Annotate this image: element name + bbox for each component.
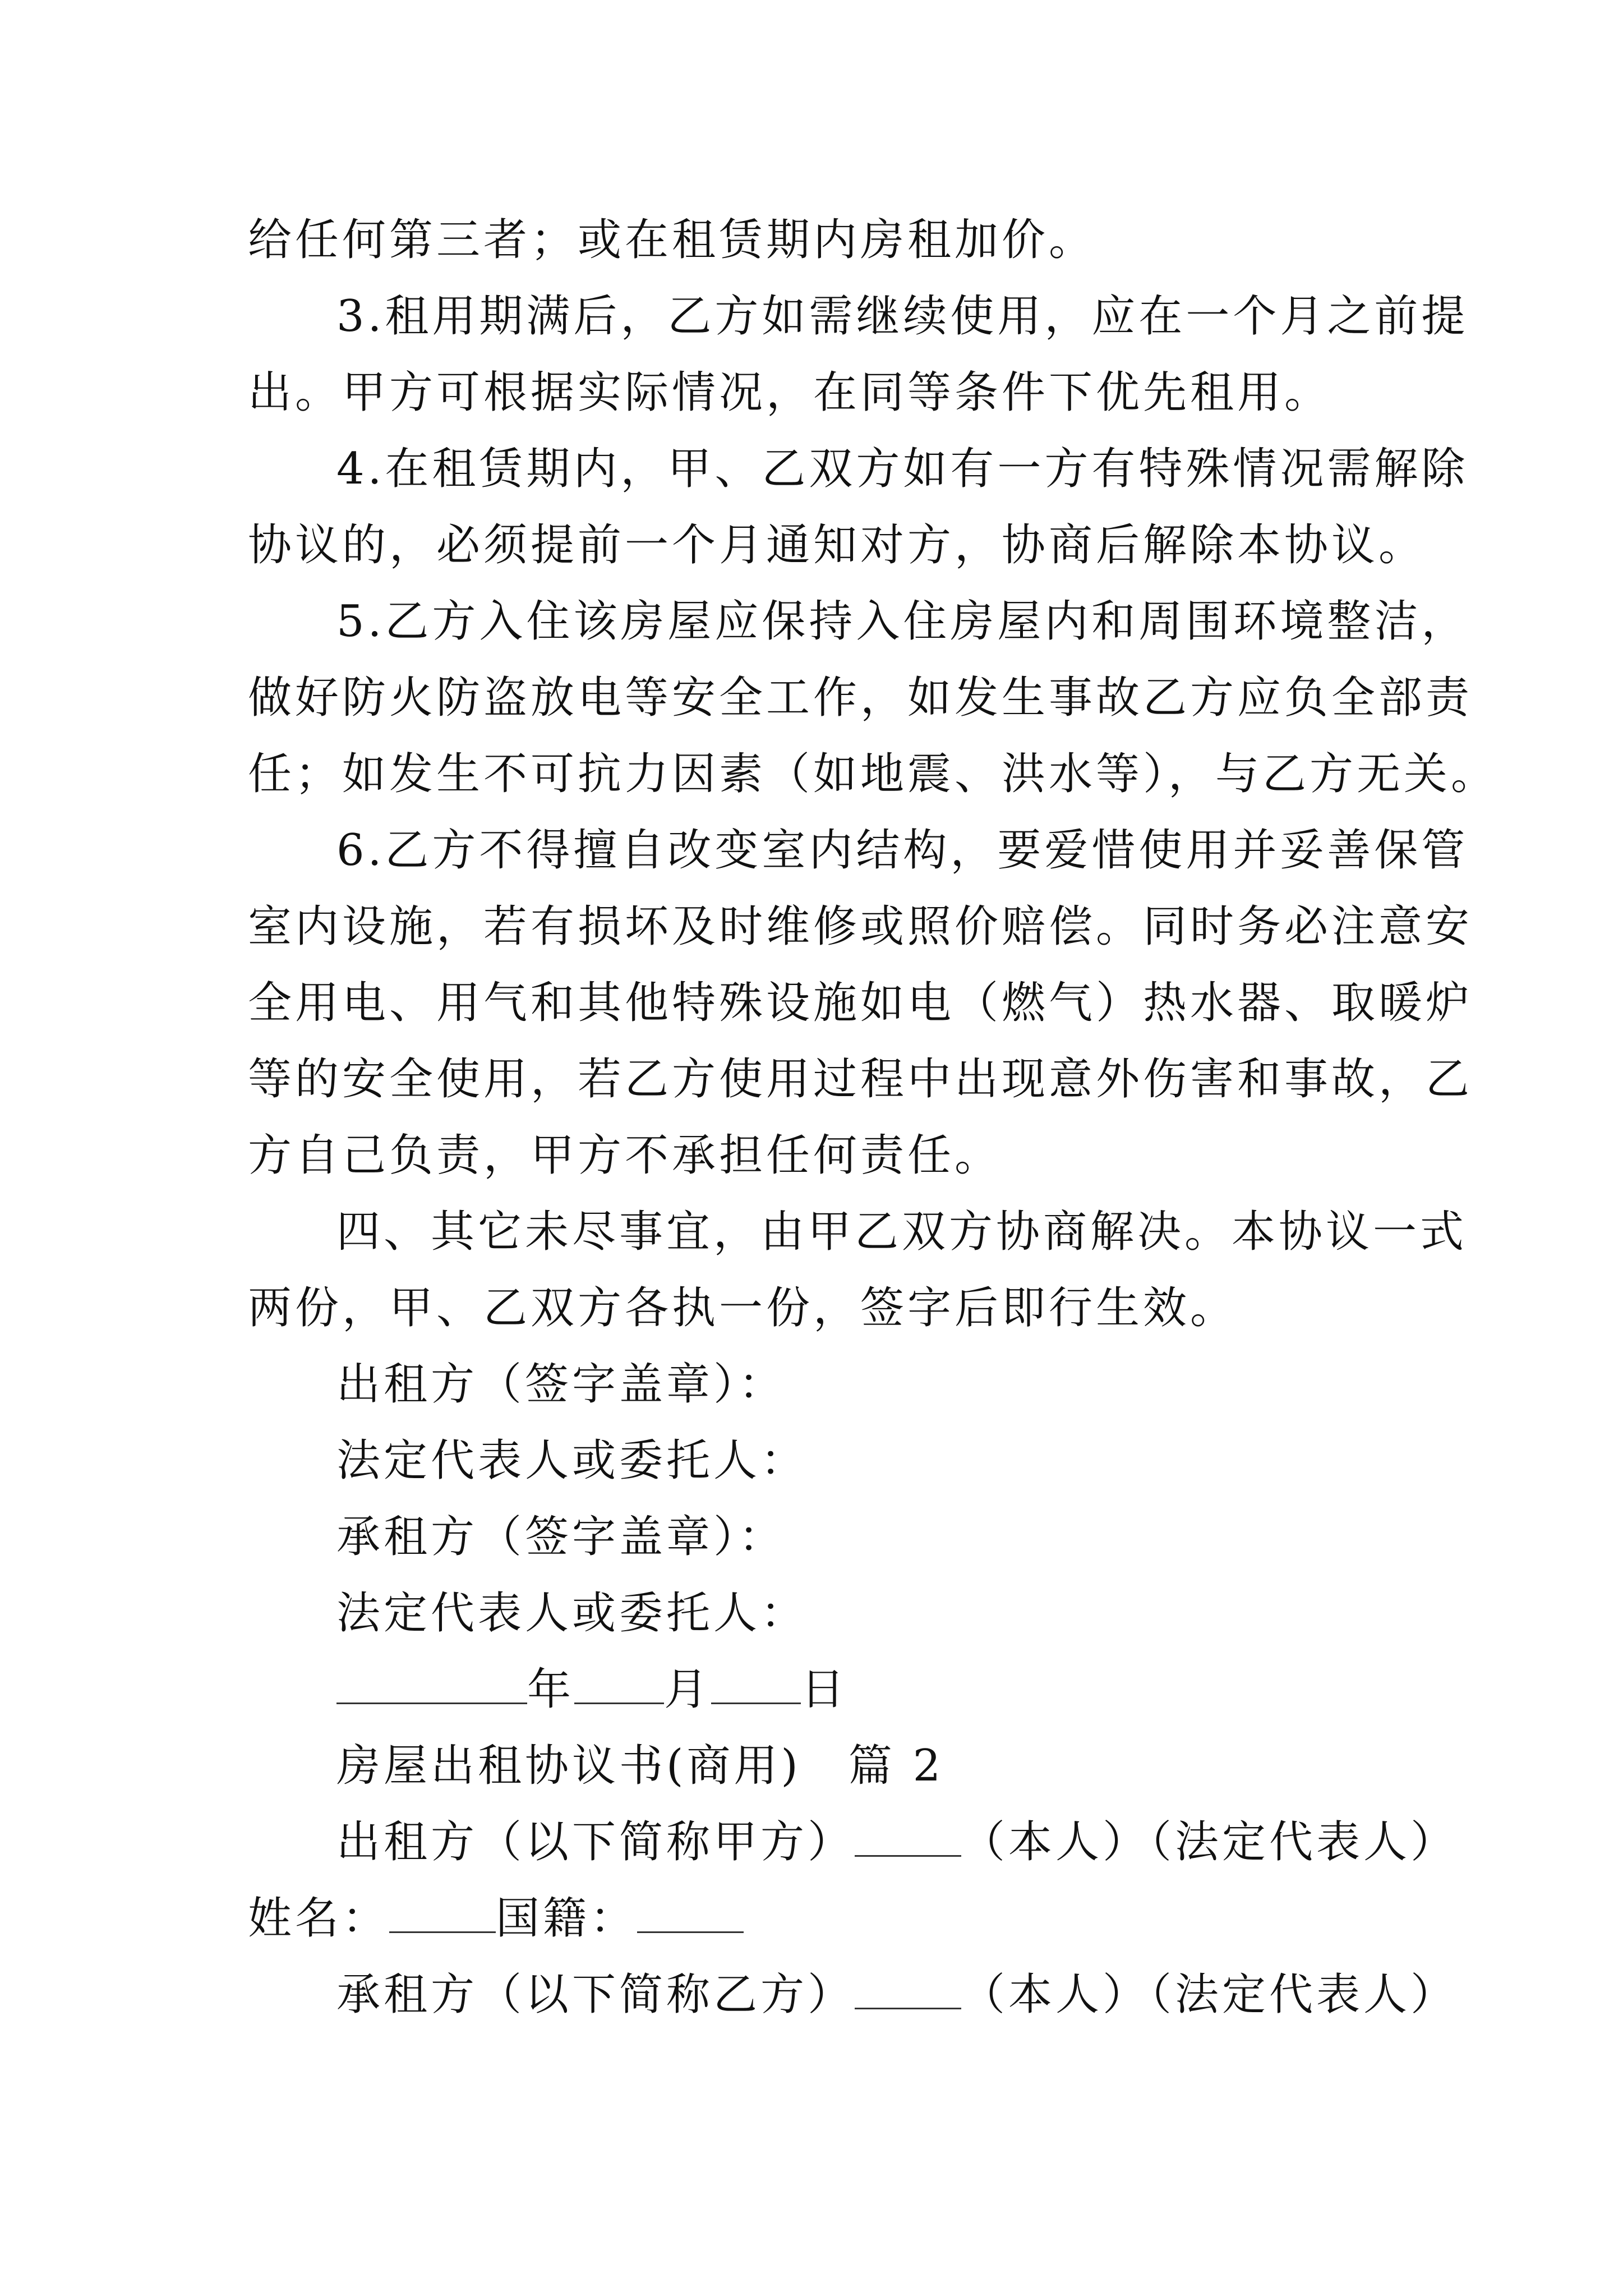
clause-5-line-2: 做好防火防盗放电等安全工作，如发生事故乙方应负全部责 xyxy=(248,673,1473,723)
nationality-label: 国籍： xyxy=(496,1893,638,1944)
month-label: 月 xyxy=(664,1664,712,1715)
clause-6-line-3: 全用电、用气和其他特殊设施如电（燃气）热水器、取暖炉 xyxy=(248,978,1473,1028)
clause-6-line-4: 等的安全使用，若乙方使用过程中出现意外伤害和事故，乙 xyxy=(248,1054,1473,1105)
lessor-representative-label: 法定代表人或委托人： xyxy=(336,1435,808,1486)
lessor-signature-label: 出租方（签字盖章）： xyxy=(336,1359,786,1410)
day-label: 日 xyxy=(801,1664,849,1715)
clause-5-line-1: 5.乙方入住该房屋应保持入住房屋内和周围环境整洁， xyxy=(336,596,1469,647)
section-4-line-2: 两份，甲、乙双方各执一份，签字后即行生效。 xyxy=(248,1283,1238,1333)
lessee-signature-label: 承租方（签字盖章）： xyxy=(336,1512,786,1562)
name-label: 姓名： xyxy=(248,1893,390,1944)
lessor-name-blank xyxy=(855,1821,961,1857)
lessor-prefix: 出租方（以下简称甲方） xyxy=(336,1817,855,1867)
date-line xyxy=(248,1651,1414,1728)
day-blank xyxy=(711,1669,801,1704)
lessee-prefix: 承租方（以下简称乙方） xyxy=(336,1970,855,2020)
year-label: 年 xyxy=(527,1664,575,1715)
year-blank xyxy=(336,1669,527,1704)
lessee-info-line xyxy=(248,1957,1458,2033)
lessee-name-blank xyxy=(855,1974,961,2009)
lessee-suffix: （本人）（法定代表人） xyxy=(961,1970,1458,2020)
name-blank xyxy=(389,1898,496,1933)
document-page xyxy=(248,202,1498,2033)
clause-3-line-2: 出。甲方可根据实际情况，在同等条件下优先租用。 xyxy=(248,367,1332,418)
clause-6-line-2: 室内设施，若有损坏及时维修或照价赔偿。同时务必注意安 xyxy=(248,901,1473,952)
lessor-suffix: （本人）（法定代表人） xyxy=(961,1817,1458,1867)
clause-3-line-1: 3.租用期满后，乙方如需继续使用，应在一个月之前提 xyxy=(336,291,1469,342)
name-nationality-line xyxy=(248,1880,1414,1957)
nationality-blank xyxy=(637,1898,744,1933)
clause-5-line-3: 任；如发生不可抗力因素（如地震、洪水等），与乙方无关。 xyxy=(248,749,1498,799)
clause-4-line-2: 协议的，必须提前一个月通知对方，协商后解除本协议。 xyxy=(248,520,1426,570)
month-blank xyxy=(574,1669,664,1704)
lessor-info-line xyxy=(248,1804,1458,1880)
lessee-representative-label: 法定代表人或委托人： xyxy=(336,1588,808,1639)
clause-6-line-1: 6.乙方不得擅自改变室内结构，要爱惜使用并妥善保管 xyxy=(336,825,1469,876)
paragraph-line: 给任何第三者；或在租赁期内房租加价。 xyxy=(248,215,1096,265)
clause-6-line-5: 方自己负责，甲方不承担任何责任。 xyxy=(248,1130,1002,1181)
clause-4-line-1: 4.在租赁期内，甲、乙双方如有一方有特殊情况需解除 xyxy=(336,444,1469,494)
section-4-line-1: 四、其它未尽事宜，由甲乙双方协商解决。本协议一式 xyxy=(336,1207,1468,1257)
section-title: 房屋出租协议书(商用) 篇 2 xyxy=(336,1741,944,1791)
